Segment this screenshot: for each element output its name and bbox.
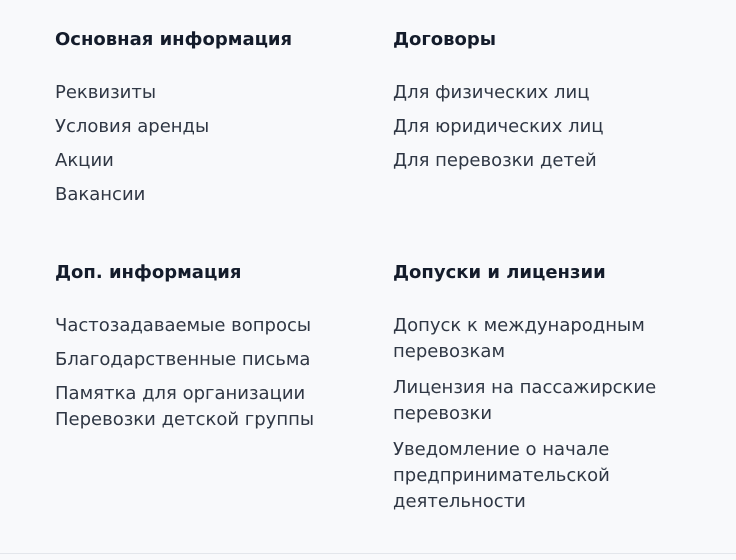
section-title-permits-licenses: Допуски и лицензии bbox=[393, 262, 606, 283]
link-individuals[interactable]: Для физических лиц bbox=[393, 82, 590, 103]
link-legal-entities[interactable]: Для юридических лиц bbox=[393, 116, 604, 137]
section-main-info bbox=[55, 28, 365, 216]
link-organization-memo[interactable]: Памятка для организации bbox=[55, 383, 306, 404]
link-international-permit[interactable]: Допуск к международным перевозкам bbox=[393, 315, 645, 362]
link-faq[interactable]: Частозадаваемые вопросы bbox=[55, 315, 312, 336]
link-vacancies[interactable]: Вакансии bbox=[55, 184, 146, 205]
link-list-main-info bbox=[55, 80, 365, 208]
link-list-additional-info bbox=[55, 313, 365, 433]
link-rental-terms[interactable]: Условия аренды bbox=[55, 116, 210, 137]
bottom-divider bbox=[0, 553, 736, 554]
section-contracts bbox=[393, 28, 693, 182]
link-passenger-license[interactable]: Лицензия на пассажирские перевозки bbox=[393, 377, 657, 424]
link-thank-you-letters[interactable]: Благодарственные письма bbox=[55, 349, 311, 370]
section-title-additional-info: Доп. информация bbox=[55, 262, 242, 283]
link-list-contracts bbox=[393, 80, 693, 174]
section-permits-licenses bbox=[393, 261, 693, 523]
link-business-notification[interactable]: Уведомление о начале предпринимательской деятельности bbox=[393, 439, 610, 512]
link-promotions[interactable]: Акции bbox=[55, 150, 114, 171]
section-title-main-info: Основная информация bbox=[55, 29, 293, 50]
link-list-permits-licenses bbox=[393, 313, 693, 515]
section-additional-info bbox=[55, 261, 365, 441]
section-title-contracts: Договоры bbox=[393, 29, 497, 50]
link-child-transport[interactable]: Для перевозки детей bbox=[393, 150, 597, 171]
link-child-group-transport[interactable]: Перевозки детской группы bbox=[55, 409, 315, 430]
link-requisites[interactable]: Реквизиты bbox=[55, 82, 157, 103]
